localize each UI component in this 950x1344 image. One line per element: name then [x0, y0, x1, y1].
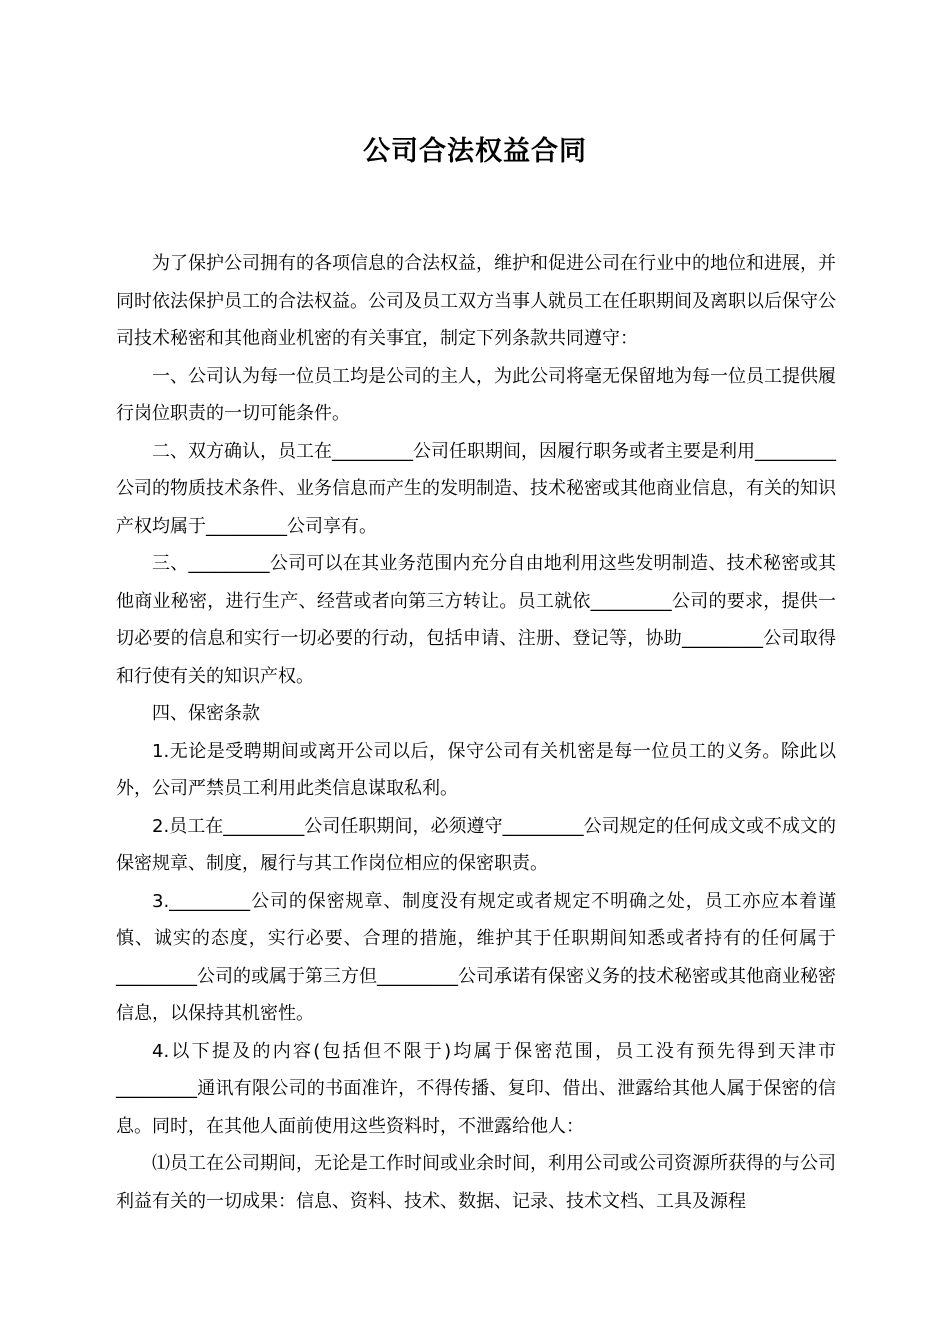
document-body	[116, 245, 836, 1220]
clause-4-item-2: 2.员工在_________公司任职期间，必须遵守_________公司规定的任何成文或不成文的保密规章、制度，履行与其工作岗位相应的保密职责。	[116, 815, 836, 874]
clause-4-item-3: 3._________公司的保密规章、制度没有规定或者规定不明确之处，员工亦应本着谨慎、诚实的态度，实行必要、合理的措施，维护其于任职期间知悉或者持有的任何属于_________公司的或属于第三方但_________公司承诺有保密义务的技术秘密或其他商业秘密信息，以保持其机密性。	[116, 890, 836, 1024]
clause-4-item-1: 1.无论是受聘期间或离开公司以后，保守公司有关机密是每一位员工的义务。除此以外，公司严禁员工利用此类信息谋取私利。	[116, 740, 836, 799]
clause-4-subitem-1: ⑴员工在公司期间，无论是工作时间或业余时间，利用公司或公司资源所获得的与公司利益有关的一切成果：信息、资料、技术、数据、记录、技术文档、工具及源程	[116, 1153, 836, 1212]
clause-2: 二、双方确认，员工在_________公司任职期间，因履行职务或者主要是利用_________公司的物质技术条件、业务信息而产生的发明制造、技术秘密或其他商业信息，有关的知识产权均属于_________公司享有。	[116, 440, 836, 537]
document-title: 公司合法权益合同	[363, 136, 587, 167]
clause-4-item-4: 4.以下提及的内容(包括但不限于)均属于保密范围，员工没有预先得到天津市_________通讯有限公司的书面准许，不得传播、复印、借出、泄露给其他人属于保密的信息。同时，在其他人面前使用这些资料时，不泄露给他人：	[116, 1040, 836, 1137]
clause-4-heading: 四、保密条款	[152, 703, 260, 724]
clause-1: 一、公司认为每一位员工均是公司的主人，为此公司将毫无保留地为每一位员工提供履行岗位职责的一切可能条件。	[116, 365, 836, 424]
clause-3: 三、_________公司可以在其业务范围内充分自由地利用这些发明制造、技术秘密或其他商业秘密，进行生产、经营或者向第三方转让。员工就依_________公司的要求，提供一切必要的信息和实行一切必要的行动，包括申请、注册、登记等，协助_________公司取得和行使有关的知识产权。	[116, 553, 836, 687]
intro-paragraph: 为了保护公司拥有的各项信息的合法权益，维护和促进公司在行业中的地位和进展，并同时依法保护员工的合法权益。公司及员工双方当事人就员工在任职期间及离职以后保守公司技术秘密和其他商业机密的有关事宜，制定下列条款共同遵守：	[116, 253, 836, 349]
